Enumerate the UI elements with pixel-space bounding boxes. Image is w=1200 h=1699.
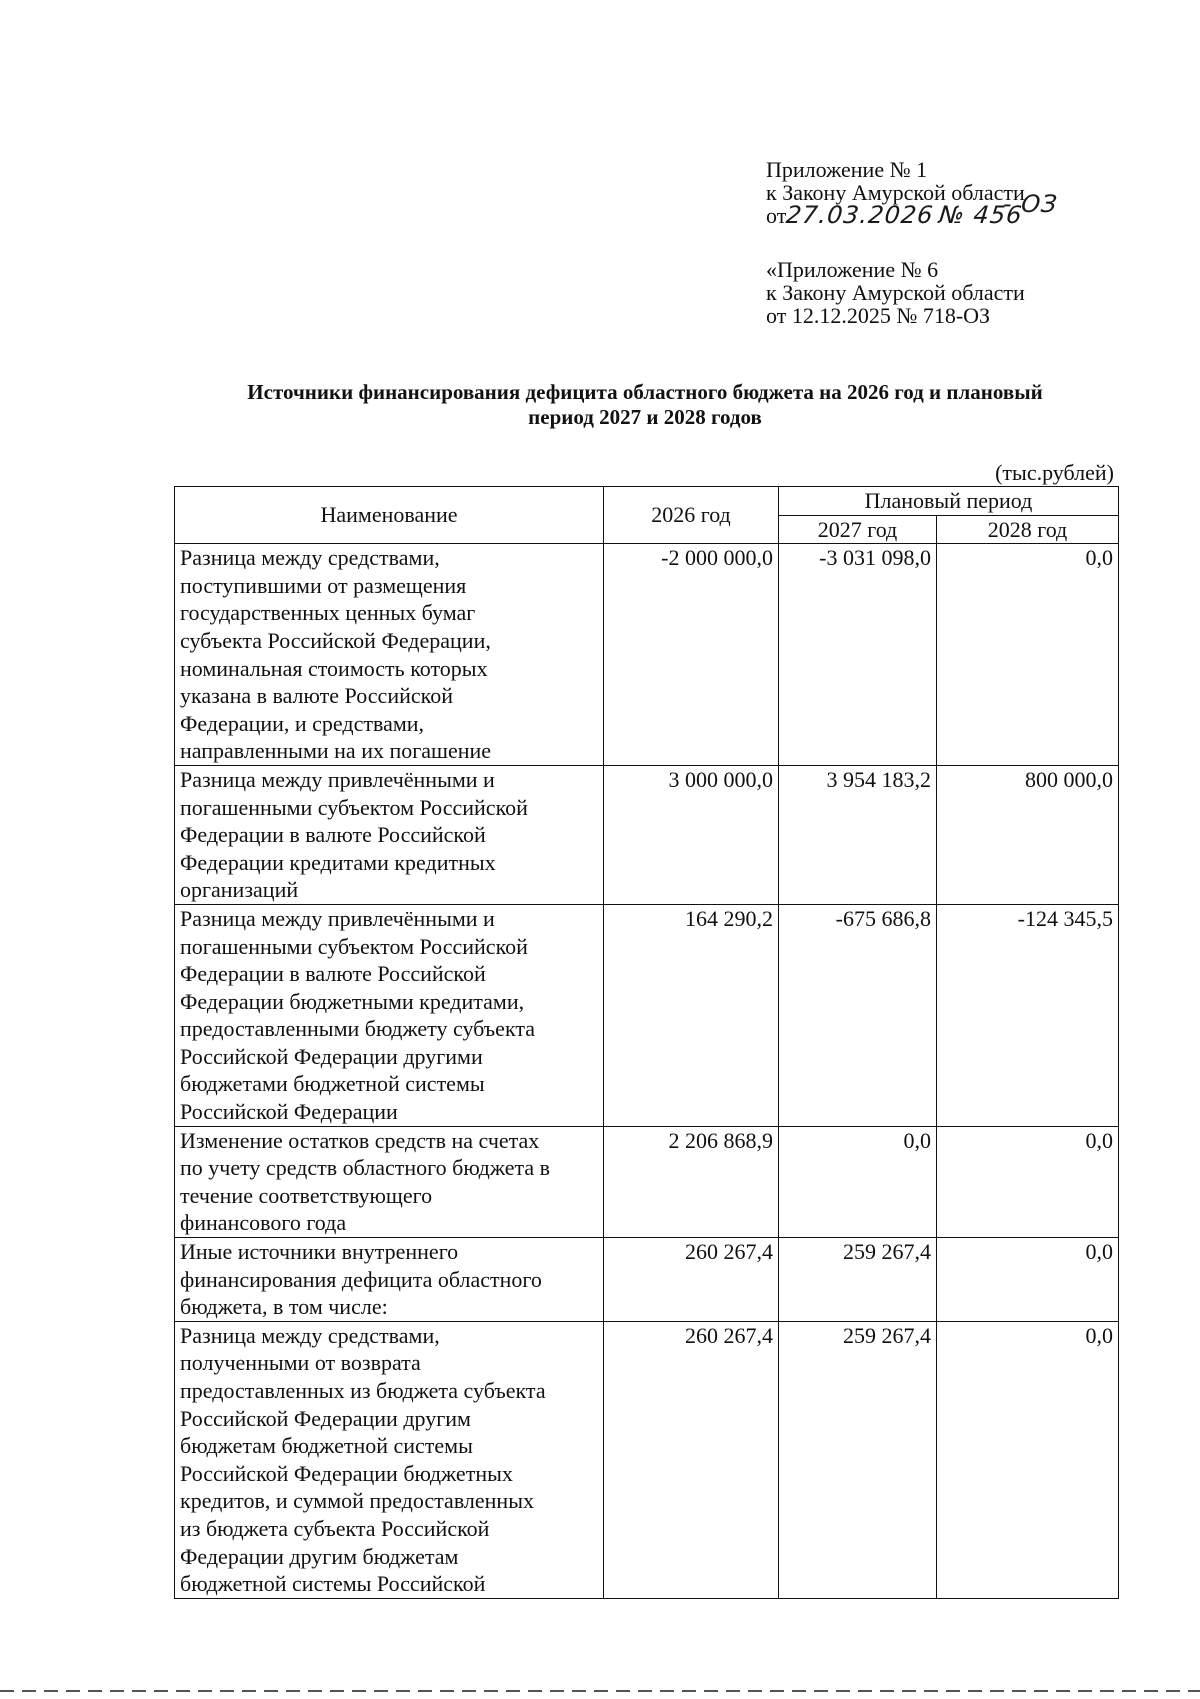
row-name-line: финансового года — [180, 1210, 347, 1236]
row-name-line: кредитов, и суммой предоставленных — [180, 1488, 534, 1514]
handwritten-date: 27.03.2026 — [784, 201, 936, 229]
table-row — [175, 765, 1119, 904]
annex-6-header — [766, 258, 1025, 327]
header-planned-period: Плановый период — [779, 487, 1119, 516]
header-2027: 2027 год — [779, 515, 937, 544]
row-name-line: предоставленными бюджету субъекта — [180, 1016, 535, 1042]
row-name-line: указана в валюте Российской — [180, 683, 453, 709]
row-name-line: направленными на их погашение — [180, 738, 492, 764]
handwritten-number: № 456 — [937, 201, 1025, 229]
value-2027: -675 686,8 — [779, 904, 937, 1126]
title-line-2: период 2027 и 2028 годов — [528, 405, 762, 429]
value-2027: -3 031 098,0 — [779, 544, 937, 766]
annex-1-date-line — [766, 201, 1025, 229]
value-2026: 260 267,4 — [604, 1238, 779, 1322]
value-2026: 3 000 000,0 — [604, 765, 779, 904]
table-row — [175, 544, 1119, 766]
table-row — [175, 1126, 1119, 1237]
row-name-line: номинальная стоимость которых — [180, 655, 488, 681]
row-name-line: Изменение остатков средств на счетах — [180, 1127, 540, 1153]
value-2026: -2 000 000,0 — [604, 544, 779, 766]
value-2027: 259 267,4 — [779, 1321, 937, 1598]
row-name-line: Российской Федерации — [180, 1099, 398, 1125]
value-2028: 0,0 — [937, 1321, 1119, 1598]
row-name — [175, 1321, 604, 1598]
row-name-line: Разница между средствами, — [180, 545, 440, 571]
value-2028: 0,0 — [937, 1238, 1119, 1322]
row-name-line: Разница между средствами, — [180, 1322, 440, 1348]
row-name — [175, 904, 604, 1126]
row-name-line: Федерации, и средствами, — [180, 710, 425, 736]
table-row — [175, 904, 1119, 1126]
row-name — [175, 765, 604, 904]
row-name-line: организаций — [180, 877, 299, 903]
value-2028: 0,0 — [937, 1126, 1119, 1237]
row-name-line: течение соответствующего — [180, 1182, 433, 1208]
annex-6-date: от 12.12.2025 № 718-ОЗ — [766, 303, 991, 328]
annex-1-title: Приложение № 1 — [766, 157, 928, 182]
row-name-line: предоставленных из бюджета субъекта — [180, 1378, 546, 1403]
row-name-line: Российской Федерации другими — [180, 1043, 483, 1069]
table-row — [175, 1238, 1119, 1322]
value-2028: -124 345,5 — [937, 904, 1119, 1126]
units-label: (тыс.рублей) — [995, 460, 1114, 485]
value-2028: 800 000,0 — [937, 765, 1119, 904]
financing-sources-table — [174, 486, 1119, 1599]
row-name-line: из бюджета субъекта Российской — [180, 1515, 490, 1541]
row-name-line: Федерации кредитами кредитных — [180, 849, 496, 875]
table-body — [175, 544, 1119, 1599]
row-name-line: субъекта Российской Федерации, — [180, 627, 491, 653]
header-name: Наименование — [175, 487, 604, 544]
handwritten-suffix: - ОЗ — [1001, 190, 1060, 218]
annex-6-law: к Закону Амурской области — [766, 280, 1025, 305]
row-name-line: полученными от возврата — [180, 1350, 421, 1376]
row-name-line: поступившими от размещения — [180, 572, 467, 598]
value-2027: 3 954 183,2 — [779, 765, 937, 904]
row-name-line: по учету средств областного бюджета в — [180, 1155, 551, 1181]
title-line-1: Источники финансирования дефицита областного бюджета на 2026 год и плановый — [247, 380, 1043, 404]
annex-1-law: к Закону Амурской области — [766, 180, 1025, 205]
row-name-line: Иные источники внутреннего — [180, 1239, 459, 1265]
scan-edge-line — [0, 1690, 1200, 1692]
annex-6-title: «Приложение № 6 — [766, 257, 939, 282]
row-name-line: Федерации бюджетными кредитами, — [180, 988, 525, 1014]
header-2026: 2026 год — [604, 487, 779, 544]
row-name-line: государственных ценных бумаг — [180, 600, 476, 626]
value-2026: 2 206 868,9 — [604, 1126, 779, 1237]
row-name-line: Разница между привлечёнными и — [180, 905, 495, 931]
row-name-line: финансирования дефицита областного — [180, 1266, 542, 1292]
value-2027: 0,0 — [779, 1126, 937, 1237]
row-name-line: Федерации другим бюджетам — [180, 1543, 459, 1569]
row-name-line: Разница между привлечёнными и — [180, 766, 495, 792]
value-2026: 260 267,4 — [604, 1321, 779, 1598]
value-2026: 164 290,2 — [604, 904, 779, 1126]
annex-1-date-prefix: от — [766, 203, 787, 228]
row-name-line: бюджетной системы Российской — [180, 1571, 486, 1597]
document-title — [170, 380, 1120, 430]
value-2027: 259 267,4 — [779, 1238, 937, 1322]
row-name — [175, 1126, 604, 1237]
row-name-line: Федерации в валюте Российской — [180, 961, 486, 987]
row-name-line: погашенными субъектом Российской — [180, 794, 528, 820]
row-name — [175, 544, 604, 766]
row-name — [175, 1238, 604, 1322]
annex-1-header — [766, 158, 1025, 227]
row-name-line: Российской Федерации другим — [180, 1405, 471, 1431]
header-2028: 2028 год — [937, 515, 1119, 544]
row-name-line: бюджетам бюджетной системы — [180, 1433, 473, 1459]
table-row — [175, 1321, 1119, 1598]
row-name-line: Федерации в валюте Российской — [180, 822, 486, 848]
row-name-line: бюджетами бюджетной системы — [180, 1071, 485, 1097]
value-2028: 0,0 — [937, 544, 1119, 766]
row-name-line: погашенными субъектом Российской — [180, 933, 528, 959]
row-name-line: бюджета, в том числе: — [180, 1294, 388, 1320]
row-name-line: Российской Федерации бюджетных — [180, 1460, 513, 1486]
